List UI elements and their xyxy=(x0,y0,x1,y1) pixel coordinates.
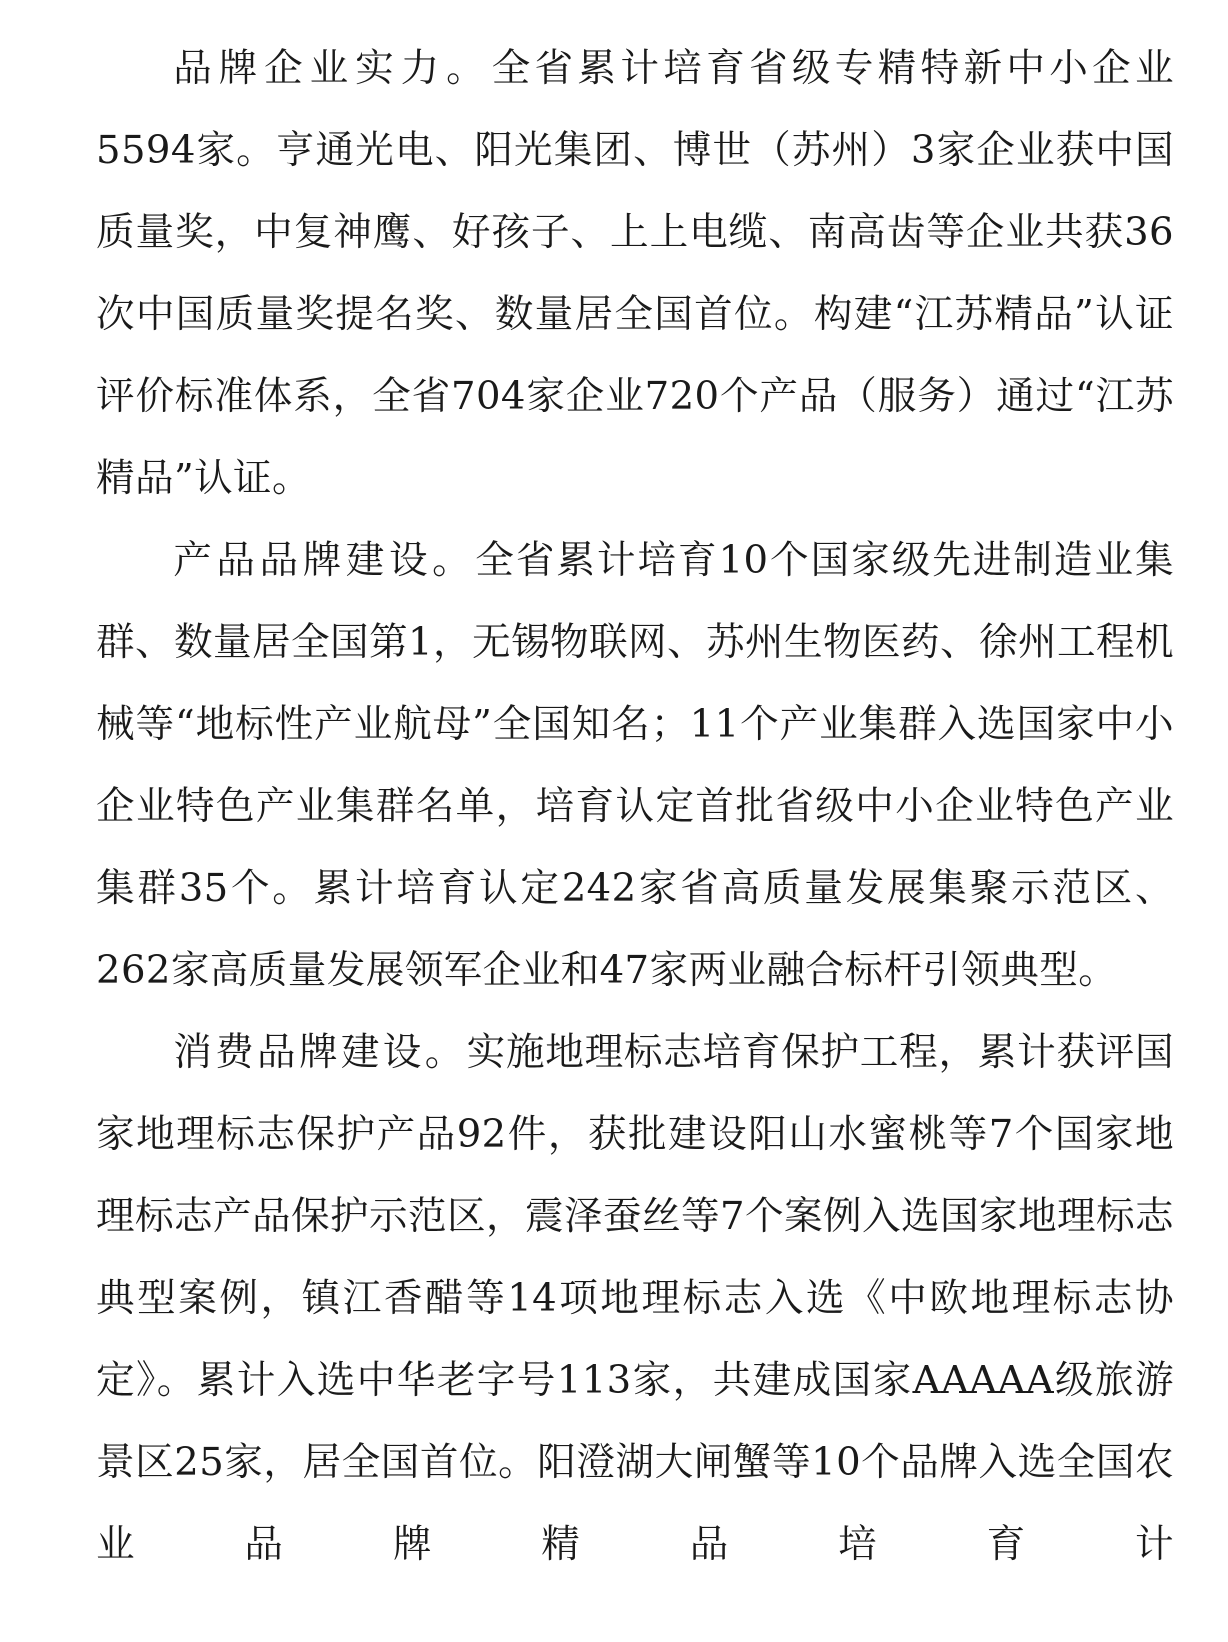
paragraph-text: 全省累计培育10个国家级先进制造业集群、数量居全国第1，无锡物联网、苏州生物医药、徐州工程机械等“地标性产业航母”全国知名；11个产业集群入选国家中小企业特色产业集群名单，培育认定首批省级中小企业特色产业集群35个。累计培育认定242家省高质量发展集聚示范区、262家高质量发展领军企业和47家两业融合标杆引领典型。 xyxy=(96,538,1174,993)
paragraph-brand-enterprise-strength xyxy=(96,28,1174,520)
paragraph-heading: 产品品牌建设。 xyxy=(173,538,476,583)
document-body xyxy=(96,28,1174,1586)
paragraph-text: 实施地理标志培育保护工程，累计获评国家地理标志保护产品92件，获批建设阳山水蜜桃等7个国家地理标志产品保护示范区，震泽蚕丝等7个案例入选国家地理标志典型案例，镇江香醋等14项地理标志入选《中欧地理标志协定》。累计入选中华老字号113家，共建成国家AAAAA级旅游景区25家，居全国首位。阳澄湖大闸蟹等10个品牌入选全国农业品牌精品培育计 xyxy=(96,1030,1175,1567)
paragraph-text: 全省累计培育省级专精特新中小企业5594家。亨通光电、阳光集团、博世（苏州）3家企业获中国质量奖，中复神鹰、好孩子、上上电缆、南高齿等企业共获36次中国质量奖提名奖、数量居全国首位。构建“江苏精品”认证评价标准体系，全省704家企业720个产品（服务）通过“江苏精品”认证。 xyxy=(96,46,1174,501)
paragraph-product-brand-construction xyxy=(96,520,1174,1012)
paragraph-consumer-brand-construction xyxy=(96,1012,1174,1586)
paragraph-heading: 品牌企业实力。 xyxy=(173,46,492,91)
paragraph-heading: 消费品牌建设。 xyxy=(173,1030,467,1075)
